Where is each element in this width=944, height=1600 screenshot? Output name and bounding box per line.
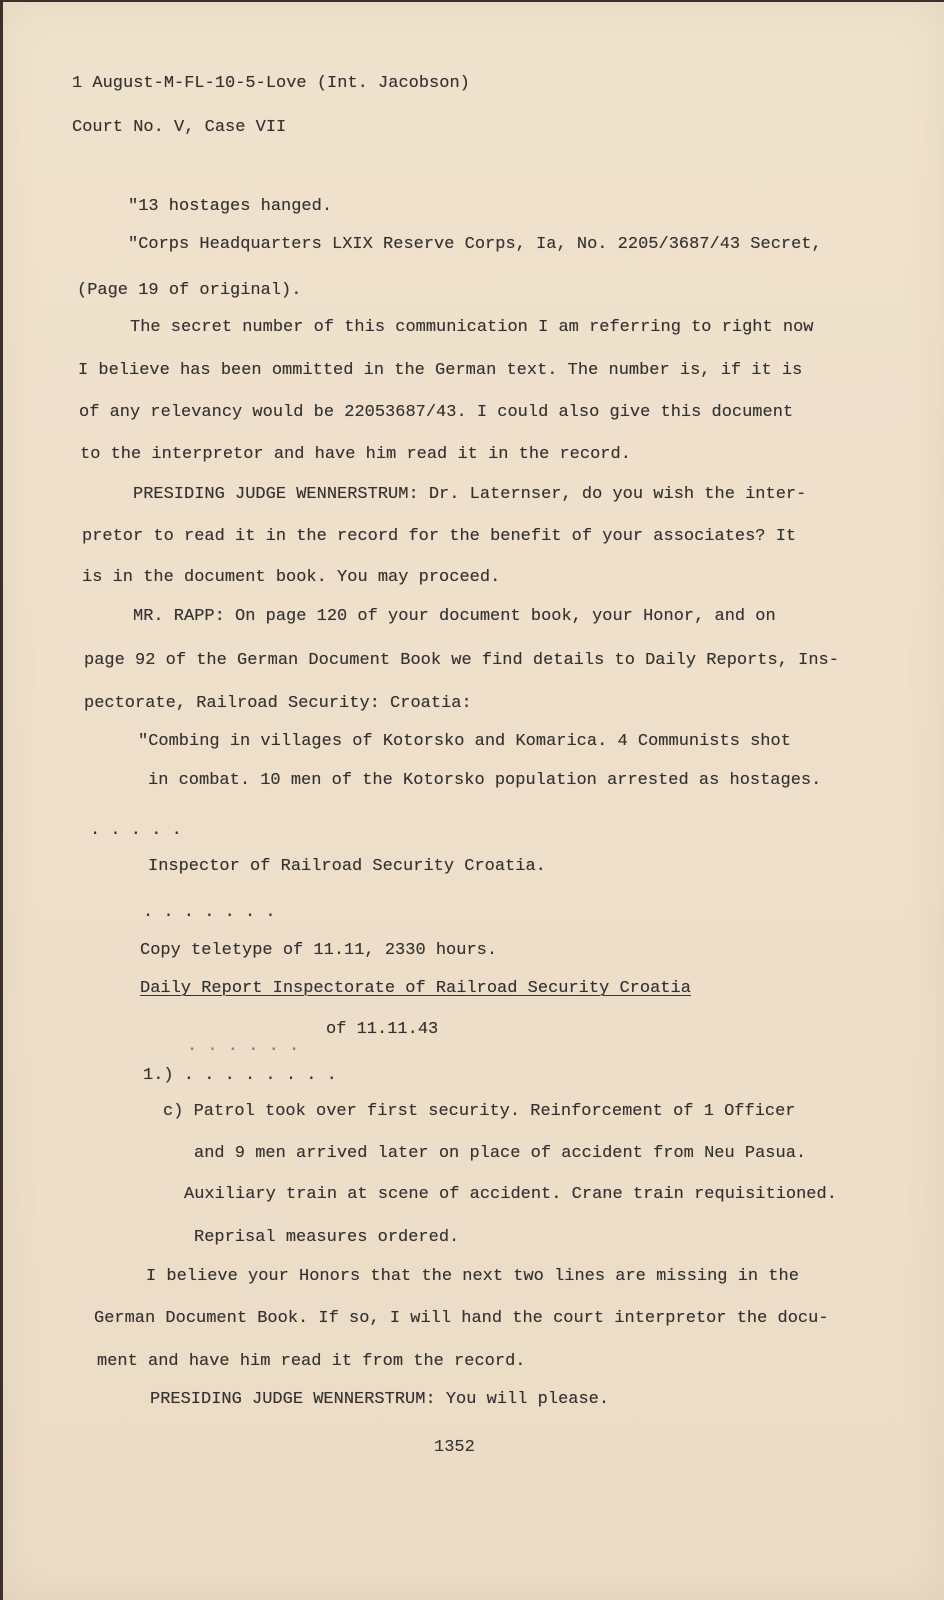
- ellipsis-dots: . . . . .: [90, 821, 182, 840]
- quote-line: "Combing in villages of Kotorsko and Komarica. 4 Communists shot: [138, 732, 791, 751]
- transcript-line: page 92 of the German Document Book we find details to Daily Reports, Ins-: [84, 651, 839, 670]
- transcript-line: pretor to read it in the record for the benefit of your associates? It: [82, 527, 797, 546]
- quote-line: (Page 19 of original).: [77, 281, 302, 300]
- quote-line: "13 hostages hanged.: [128, 197, 333, 216]
- quote-line: Copy teletype of 11.11, 2330 hours.: [140, 941, 498, 960]
- ellipsis-dots: . . . . . . .: [143, 903, 276, 922]
- document-reference: 1 August-M-FL-10-5-Love (Int. Jacobson): [72, 74, 470, 93]
- page-number: 1352: [434, 1438, 475, 1457]
- quote-line: c) Patrol took over first security. Reinforcement of 1 Officer: [163, 1102, 796, 1121]
- court-case-line: Court No. V, Case VII: [72, 118, 287, 137]
- transcript-line: The secret number of this communication I am referring to right now: [130, 318, 814, 337]
- transcript-line: German Document Book. If so, I will hand the court interpretor the docu-: [94, 1309, 829, 1328]
- transcript-line: I believe your Honors that the next two lines are missing in the: [146, 1267, 799, 1286]
- transcript-line: to the interpretor and have him read it in the record.: [80, 445, 631, 464]
- quote-line: Reprisal measures ordered.: [194, 1228, 460, 1247]
- quote-line: in combat. 10 men of the Kotorsko population arrested as hostages.: [148, 771, 822, 790]
- transcript-line: pectorate, Railroad Security: Croatia:: [84, 694, 472, 713]
- transcript-line: ment and have him read it from the record.: [97, 1352, 526, 1371]
- quote-line: and 9 men arrived later on place of accident from Neu Pasua.: [194, 1144, 807, 1163]
- quote-line: Auxiliary train at scene of accident. Crane train requisitioned.: [184, 1185, 837, 1204]
- speaker-line-presiding-judge: PRESIDING JUDGE WENNERSTRUM: Dr. Laternser, do you wish the inter-: [133, 485, 807, 504]
- quote-line: Inspector of Railroad Security Croatia.: [148, 857, 546, 876]
- ellipsis-dots: . . . . . .: [187, 1037, 300, 1056]
- speaker-line-mr-rapp: MR. RAPP: On page 120 of your document book, your Honor, and on: [133, 607, 776, 626]
- transcript-line: I believe has been ommitted in the German text. The number is, if it is: [78, 361, 803, 380]
- report-heading-underlined: Daily Report Inspectorate of Railroad Security Croatia: [140, 979, 691, 998]
- speaker-line-presiding-judge: PRESIDING JUDGE WENNERSTRUM: You will please.: [150, 1390, 610, 1409]
- transcript-line: is in the document book. You may proceed.: [82, 568, 501, 587]
- report-date: of 11.11.43: [326, 1020, 439, 1039]
- transcript-line: of any relevancy would be 22053687/43. I could also give this document: [79, 403, 794, 422]
- quote-line: "Corps Headquarters LXIX Reserve Corps, Ia, No. 2205/3687/43 Secret,: [128, 235, 822, 254]
- numbered-item: 1.) . . . . . . . .: [143, 1066, 337, 1085]
